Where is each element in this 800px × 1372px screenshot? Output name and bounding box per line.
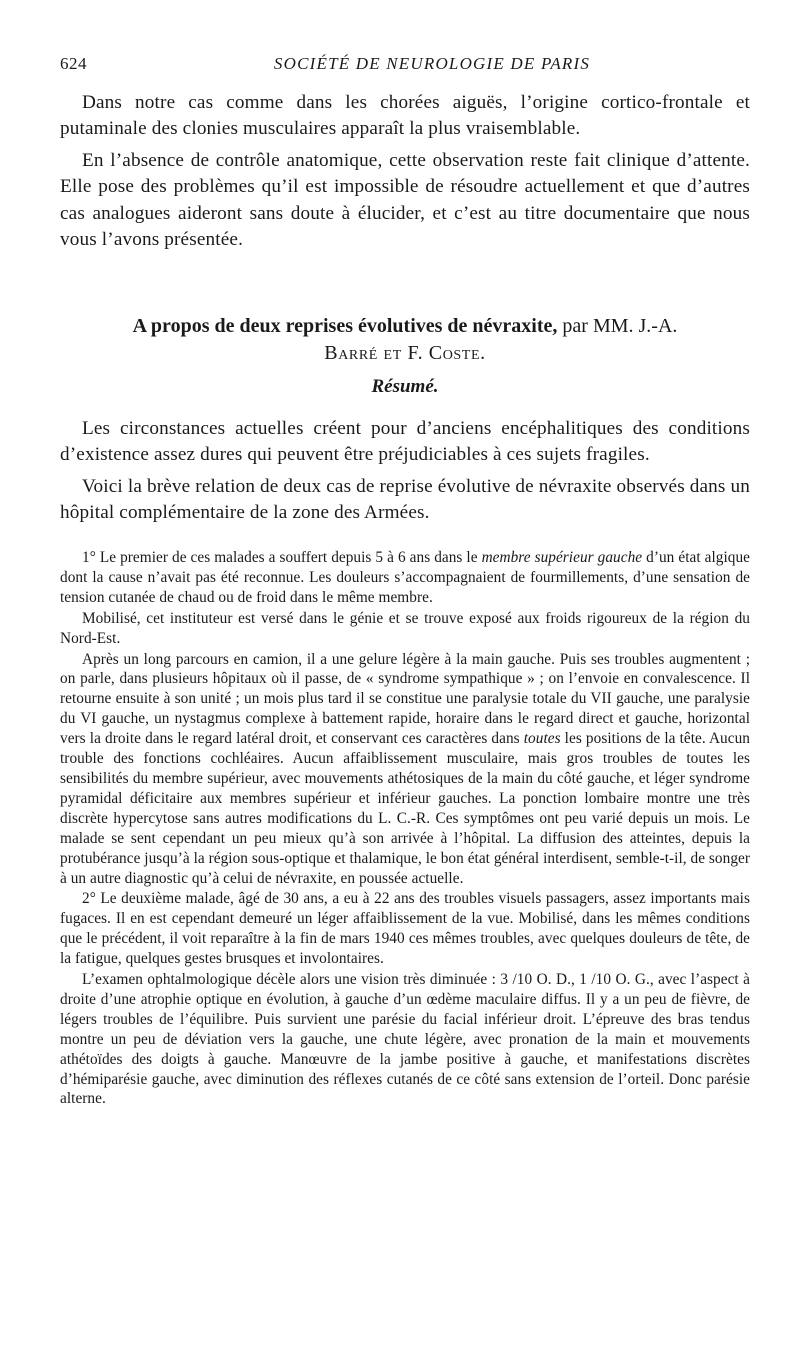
resume-paragraph-2: Voici la brève relation de deux cas de reprise évolutive de névraxite observés dans un hôpital complémentaire de la zone des Armées. [60,475,750,524]
case1-paragraph-1 [60,548,750,608]
case1-p1-emphasis: membre supérieur gauche [481,549,643,566]
case1-paragraph-2: Mobilisé, cet instituteur est versé dans le génie et se trouve exposé aux froids rigoureux de la région du Nord-Est. [60,609,750,647]
resume-section [60,416,750,532]
case1-paragraph-3 [60,650,750,889]
page-number: 624 [60,54,87,73]
intro-section [60,90,750,258]
article-heading [60,313,750,407]
resume-paragraph-1: Les circonstances actuelles créent pour d’anciens encéphalitiques des conditions d’existence assez dures qui peuvent être préjudiciables à ces sujets fragiles. [60,418,750,466]
running-head: SOCIÉTÉ DE NEUROLOGIE DE PARIS [273,54,591,73]
article-title: A propos de deux reprises évolutives de névraxite, [132,315,558,337]
article-title-line [60,313,750,367]
resume-heading: Résumé. [371,376,439,397]
page-header [60,54,750,76]
case1-p3-emphasis: toutes [523,730,561,748]
case-observations [60,548,750,1109]
case1-p3-text-b: les positions de la tête. Aucun trouble des fonctions cochléaires. Aucun affaiblissement musculaire, mais gros troubles de toutes les sensibilités du membre supérieur, avec mouvements athétosiques de la main du côté gauche, et léger syndrome pyramidal déficitaire aux membres supérieur et inférieur gauches. La ponction lombaire montre une très discrète hypercytose sans autres modifications du L. C.-R. Ces symptômes ont peu varié depuis un mois. Le malade se sent cependant un peu mieux qu’à son arrivée à l’hôpital. La diffusion des atteintes, depuis la protubérance jusqu’à la région sous-optique et thalamique, le bon état général interdisent, semble-t-il, de songer à un autre diagnostic qu’à celui de névraxite, en poussée actuelle. [60,730,751,887]
case2-paragraph-1: 2° Le deuxième malade, âgé de 30 ans, a eu à 22 ans des troubles visuels passagers, assez importants mais fugaces. Il en est cependant demeuré un léger affaiblissement de la vue. Mobilisé, dans les mêmes conditions que le précédent, il voit reparaître à la fin de mars 1940 ces mêmes troubles, avec quelques douleurs de tête, de la fatigue, quelques gestes brusques et involontaires. [60,890,750,968]
case2-paragraph-2: L’examen ophtalmologique décèle alors une vision très diminuée : 3 /10 O. D., 1 /10 O. G., avec l’aspect à droite d’une atrophie optique en évolution, à gauche d’un œdème maculaire diffus. Il y a un peu de fièvre, de légers troubles de l’équilibre. Puis survient une parésie du facial inférieur droit. L’épreuve des bras tendus montre un peu de déviation vers la gauche, une chute légère, avec pronation de la main et mouvements athétoïdes des doigts à gauche. Manœuvre de la jambe positive à gauche, et manifestations discrètes d’hémiparésie gauche, avec diminution des réflexes cutanés de ce côté sans extension de l’orteil. Donc parésie alterne. [60,971,750,1108]
article-byline: par MM. J.-A. [557,315,678,337]
case1-p1-text-a: 1° Le premier de ces malades a souffert depuis 5 à 6 ans dans le [82,549,482,566]
intro-paragraph-1: Dans notre cas comme dans les chorées aiguës, l’origine cortico-frontale et putaminale des clonies musculaires apparaît la plus vraisemblable. [60,92,750,140]
article-authors: Barré et F. Coste. [324,342,486,364]
case1-p1-text-b: d’un état algique dont la cause n’avait pas été reconnue. Les douleurs s’accompagnaient de fourmillements, d’une sensation de tension cutanée de chaud ou de froid dans le même membre. [60,549,751,606]
intro-paragraph-2: En l’absence de contrôle anatomique, cette observation reste fait clinique d’attente. Elle pose des problèmes qu’il est impossible de résoudre actuellement et que d’autres cas analogues aideront sans doute à élucider, et c’est au titre documentaire que nous vous l’avons présentée. [60,149,750,251]
case1-p3-text-a: Après un long parcours en camion, il a une gelure légère à la main gauche. Puis ses troubles augmentent ; on parle, dans plusieurs hôpitaux où il passe, de « syndrome sympathique » ; on l’envoie en convalescence. Il retourne ensuite à son unité ; un mois plus tard il se constitue une paralysie totale du VII gauche, une paralysie du VI gauche, un nystagmus complexe à battement rapide, horaire dans le regard direct et gauche, horizontal vers la droite dans le regard latéral droit, et conservant ces caractères dans [60,650,750,748]
